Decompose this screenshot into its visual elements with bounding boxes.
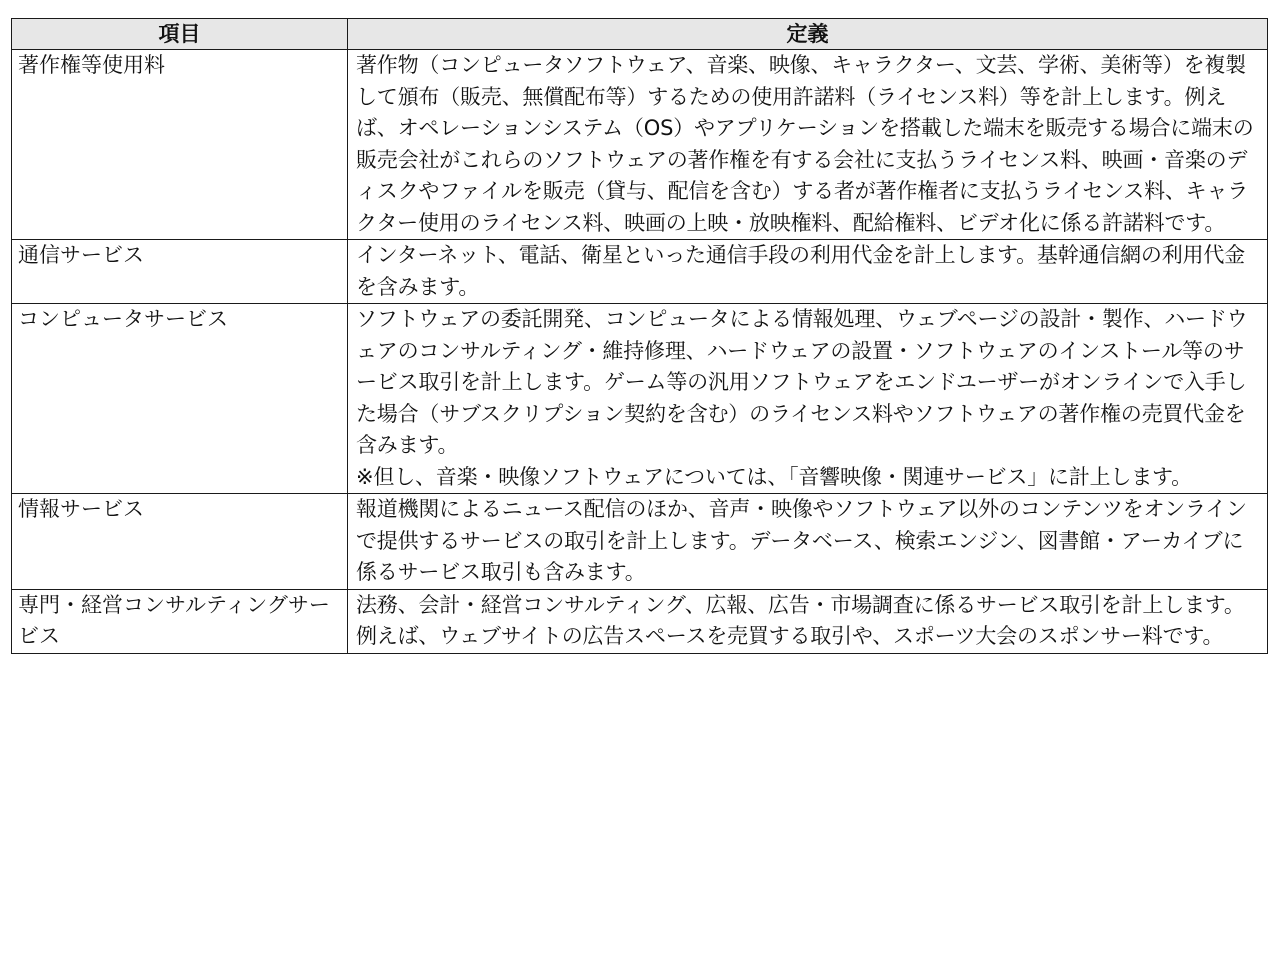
definition-text: インターネット、電話、衛星といった通信手段の利用代金を計上します。基幹通信網の利用代金を含みます。: [356, 243, 1245, 299]
table-row: [12, 50, 1268, 240]
definition-note: ※但し、音楽・映像ソフトウェアについては、「音響映像・関連サービス」に計上します。: [356, 464, 1192, 489]
column-header-definition: 定義: [348, 19, 1268, 50]
row-definition: [348, 240, 1268, 304]
row-term: 情報サービス: [12, 494, 348, 590]
definition-table: [11, 18, 1268, 654]
definition-text: 著作物（コンピュータソフトウェア、音楽、映像、キャラクター、文芸、学術、美術等）を複製して頒布（販売、無償配布等）するための使用許諾料（ライセンス料）等を計上します。例えば、オペレーションシステム（OS）やアプリケーションを搭載した端末を販売する場合に端末の販売会社がこれらのソフトウェアの著作権を有する会社に支払うライセンス料、映画・音楽のディスクやファイルを販売（貸与、配信を含む）する者が著作権者に支払うライセンス料、キャラクター使用のライセンス料、映画の上映・放映権料、配給権料、ビデオ化に係る許諾料です。: [356, 53, 1254, 235]
table-header-row: [12, 19, 1268, 50]
definition-text: ソフトウェアの委託開発、コンピュータによる情報処理、ウェブページの設計・製作、ハードウェアのコンサルティング・維持修理、ハードウェアの設置・ソフトウェアのインストール等のサービス取引を計上します。ゲーム等の汎用ソフトウェアをエンドユーザーがオンラインで入手した場合（サブスクリプション契約を含む）のライセンス料やソフトウェアの著作権の売買代金を含みます。: [356, 307, 1248, 457]
table-row: [12, 304, 1268, 494]
table-row: [12, 240, 1268, 304]
column-header-item: 項目: [12, 19, 348, 50]
definition-table-container: [11, 18, 1267, 654]
row-term: コンピュータサービス: [12, 304, 348, 494]
definition-text: 報道機関によるニュース配信のほか、音声・映像やソフトウェア以外のコンテンツをオンラインで提供するサービスの取引を計上します。データベース、検索エンジン、図書館・アーカイブに係るサービス取引も含みます。: [356, 497, 1247, 584]
definition-text: 法務、会計・経営コンサルティング、広報、広告・市場調査に係るサービス取引を計上します。例えば、ウェブサイトの広告スペースを売買する取引や、スポーツ大会のスポンサー料です。: [356, 592, 1245, 648]
table-row: [12, 494, 1268, 590]
row-term: 通信サービス: [12, 240, 348, 304]
row-definition: [348, 304, 1268, 494]
row-term: 専門・経営コンサルティングサービス: [12, 589, 348, 653]
table-row: [12, 589, 1268, 653]
row-term: 著作権等使用料: [12, 50, 348, 240]
row-definition: [348, 50, 1268, 240]
row-definition: [348, 589, 1268, 653]
row-definition: [348, 494, 1268, 590]
